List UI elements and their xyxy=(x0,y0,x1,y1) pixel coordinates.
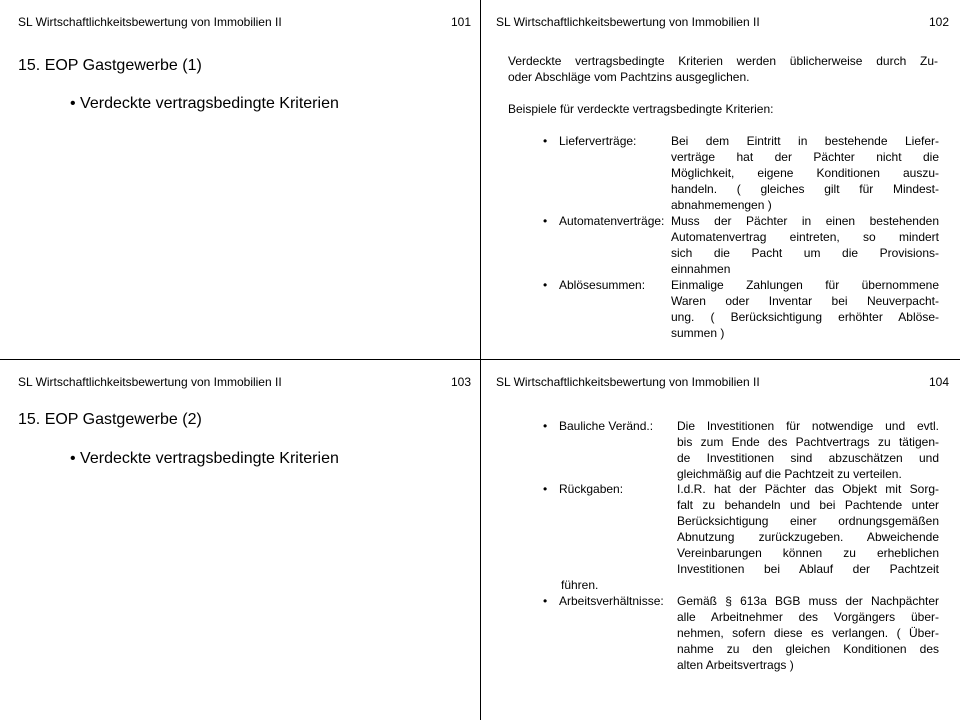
desc-line: alten Arbeitsvertrags ) xyxy=(677,658,794,672)
slide-103 xyxy=(0,360,480,720)
slide-number: 103 xyxy=(450,375,471,389)
desc-line: bis zum Ende des Pachtvertrags zu tätigen- xyxy=(677,435,939,449)
slide-number: 104 xyxy=(928,375,949,389)
item-description xyxy=(671,213,939,277)
desc-line: handeln. ( gleiches gilt für Mindest- xyxy=(671,182,939,196)
desc-line: Investitionen bei Ablauf der Pachtzeit xyxy=(677,562,939,576)
slide-header: SL Wirtschaftlichkeitsbewertung von Immobilien II xyxy=(18,375,282,389)
desc-line: summen ) xyxy=(671,326,725,340)
desc-line: Gemäß § 613a BGB muss der Nachpächter xyxy=(677,594,939,608)
desc-line: sich die Pacht um die Provisions- xyxy=(671,246,939,260)
item-term: Arbeitsverhältnisse: xyxy=(559,594,664,608)
desc-line: Möglichkeit, eigene Konditionen auszu- xyxy=(671,166,939,180)
item-description xyxy=(671,277,939,341)
item-term: Bauliche Veränd.: xyxy=(559,419,654,433)
slide-102 xyxy=(481,0,960,360)
slide-header: SL Wirtschaftlichkeitsbewertung von Immobilien II xyxy=(18,15,282,29)
item-term: Rückgaben: xyxy=(559,482,624,496)
bullet-dot: • xyxy=(543,594,548,608)
intro-paragraph xyxy=(508,53,938,85)
slide-bullet: • Verdeckte vertragsbedingte Kriterien xyxy=(70,95,339,112)
desc-line: Vereinbarungen können zu erheblichen xyxy=(677,546,939,560)
desc-line: einnahmen xyxy=(671,262,731,276)
item-term: Automatenverträge: xyxy=(559,214,665,228)
desc-line: Einmalige Zahlungen für übernommene xyxy=(671,278,939,292)
desc-line: Muss der Pächter in einen bestehenden xyxy=(671,214,939,228)
item-description xyxy=(671,133,939,213)
desc-line: abnahmemengen ) xyxy=(671,198,772,212)
item-description xyxy=(677,593,939,673)
item-description xyxy=(677,481,939,577)
bullet-dot: • xyxy=(543,482,548,496)
slide-104 xyxy=(481,360,960,720)
desc-line: alle Arbeitnehmer des Vorgängers über- xyxy=(677,610,939,624)
item-term: Lieferverträge: xyxy=(559,134,637,148)
slide-number: 101 xyxy=(450,15,471,29)
desc-line: gleichmäßig auf die Pachtzeit zu verteilen. xyxy=(677,467,902,481)
intro-line: oder Abschläge vom Pachtzins ausgeglichen. xyxy=(508,70,750,84)
slide-title: 15. EOP Gastgewerbe (2) xyxy=(18,411,202,428)
desc-line: ung. ( Berücksichtigung erhöhter Ablöse- xyxy=(671,310,939,324)
bullet-dot: • xyxy=(543,278,548,292)
desc-line: Bei dem Eintritt in bestehende Liefer- xyxy=(671,134,939,148)
desc-line: nahme zu den gleichen Konditionen des xyxy=(677,642,939,656)
desc-line: Automatenvertrag eintreten, so mindert xyxy=(671,230,939,244)
bullet-dot: • xyxy=(543,419,548,433)
desc-line: falt zu behandeln und bei Pachtende unter xyxy=(677,498,939,512)
examples-heading: Beispiele für verdeckte vertragsbedingte Kriterien: xyxy=(508,102,774,116)
desc-line: Abnutzung zurückzugeben. Abweichende xyxy=(677,530,939,544)
item-term: Ablösesummen: xyxy=(559,278,646,292)
item-description xyxy=(677,418,939,482)
slide-title: 15. EOP Gastgewerbe (1) xyxy=(18,57,202,74)
slide-header: SL Wirtschaftlichkeitsbewertung von Immobilien II xyxy=(496,15,760,29)
bullet-dot: • xyxy=(543,214,548,228)
desc-line: nehmen, sofern diese es verlangen. ( Über- xyxy=(677,626,939,640)
desc-line: verträge hat der Pächter nicht die xyxy=(671,150,939,164)
intro-line: Verdeckte vertragsbedingte Kriterien werden üblicherweise durch Zu- xyxy=(508,54,938,68)
bullet-dot: • xyxy=(543,134,548,148)
slide-header: SL Wirtschaftlichkeitsbewertung von Immobilien II xyxy=(496,375,760,389)
slide-101 xyxy=(0,0,480,360)
desc-line: Berücksichtigung einer ordnungsgemäßen xyxy=(677,514,939,528)
desc-line: de Investitionen sind abzuschätzen und xyxy=(677,451,939,465)
item-tail: führen. xyxy=(561,578,599,592)
desc-line: Waren oder Inventar bei Neuverpacht- xyxy=(671,294,939,308)
desc-line: I.d.R. hat der Pächter das Objekt mit Sorg- xyxy=(677,482,939,496)
slide-number: 102 xyxy=(928,15,949,29)
slide-bullet: • Verdeckte vertragsbedingte Kriterien xyxy=(70,450,339,467)
desc-line: Die Investitionen für notwendige und evtl. xyxy=(677,419,939,433)
